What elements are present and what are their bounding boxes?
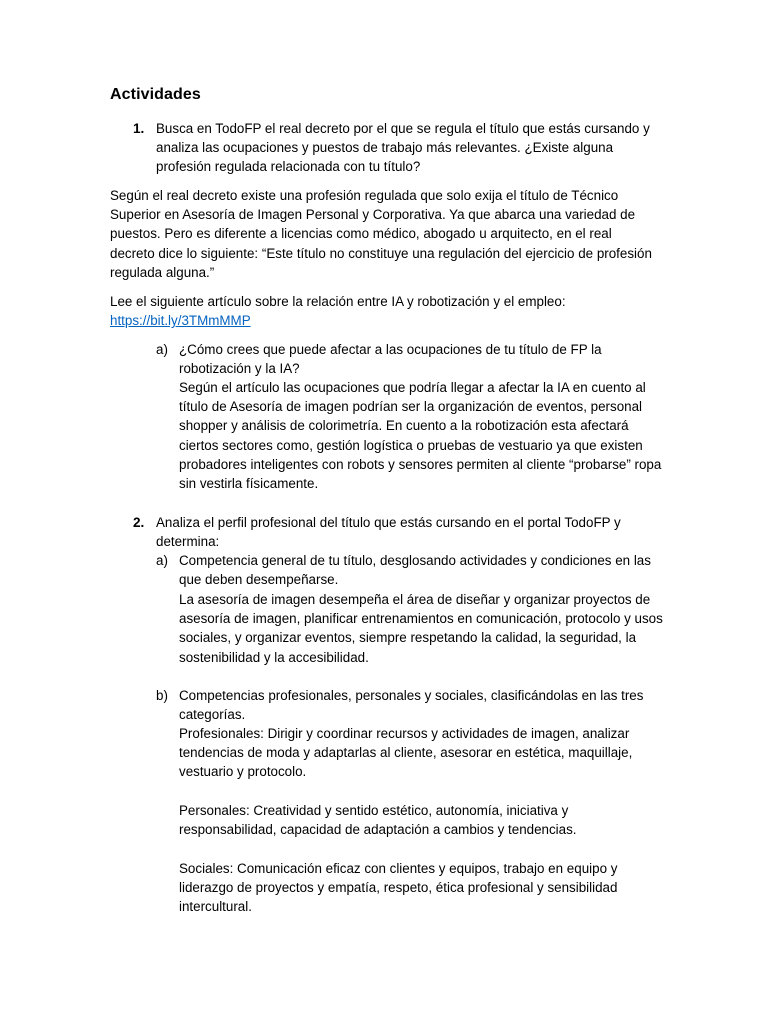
article-link[interactable]: https://bit.ly/3TMmMMP <box>110 313 251 329</box>
sub-2b-personales: Personales: Creatividad y sentido estético, autonomía, iniciativa y responsabilidad, capacidad de adaptación a cambios y tendencias. <box>179 803 577 838</box>
item-1-question: Busca en TodoFP el real decreto por el que se regula el título que estás cursando y analiza las ocupaciones y puestos de trabajo más relevantes. ¿Existe alguna profesión regulada relacionada con tu título? <box>156 121 650 175</box>
sub-2a-question: Competencia general de tu título, desglosando actividades y condiciones en las que deben desempeñarse. <box>179 553 651 588</box>
sub-1a-letter: a) <box>156 342 168 357</box>
article-text: Lee el siguiente artículo sobre la relación entre IA y robotización y el empleo: <box>110 294 566 309</box>
sub-2b-sociales: Sociales: Comunicación eficaz con clientes y equipos, trabajo en equipo y liderazgo de proyectos y empatía, respeto, ética profesional y sensibilidad intercultural. <box>179 861 618 915</box>
sub-1a-answer: Según el artículo las ocupaciones que podría llegar a afectar la IA en cuento al título de Asesoría de imagen podrían ser la organización de eventos, personal shopper y análisis de colorimetría. En cuento a la robotización esta afectará ciertos sectores como, gestión logística o pruebas de vestuario ya que existen probadores inteligentes con robots y sensores permiten al cliente “probarse” ropa sin vestirla físicamente. <box>179 380 662 492</box>
article-intro <box>110 292 658 330</box>
page-title: Actividades <box>110 86 201 103</box>
sub-2a-answer: La asesoría de imagen desempeña el área de diseñar y organizar proyectos de asesoría de imagen, planificar entrenamientos en comunicación, protocolo y usos sociales, y organizar eventos, siempre respetando la calidad, la seguridad, la sostenibilidad y la accesibilidad. <box>179 592 663 665</box>
sub-2b-letter: b) <box>156 688 168 703</box>
sub-2b-profesionales: Profesionales: Dirigir y coordinar recursos y actividades de imagen, analizar tendencias de moda y adaptarlas al cliente, asesorar en estética, maquillaje, vestuario y protocolo. <box>179 726 633 780</box>
answer-1-paragraph: Según el real decreto existe una profesión regulada que solo exija el título de Técnico Superior en Asesoría de Imagen Personal y Corporativa. Ya que abarca una variedad de puestos. Pero es diferente a licencias como médico, abogado u arquitecto, en el real decreto dice lo siguiente: “Este título no constituye una regulación del ejercicio de profesión regulada alguna.” <box>110 188 652 280</box>
sub-2a-letter: a) <box>156 553 168 568</box>
item-1-number: 1. <box>133 121 145 136</box>
sub-1a-question: ¿Cómo crees que puede afectar a las ocupaciones de tu título de FP la robotización y la IA? <box>179 342 602 377</box>
sub-2b-question: Competencias profesionales, personales y sociales, clasificándolas en las tres categorías. <box>179 688 644 723</box>
item-2-number: 2. <box>133 515 145 530</box>
item-2-question: Analiza el perfil profesional del título que estás cursando en el portal TodoFP y determina: <box>156 515 621 550</box>
